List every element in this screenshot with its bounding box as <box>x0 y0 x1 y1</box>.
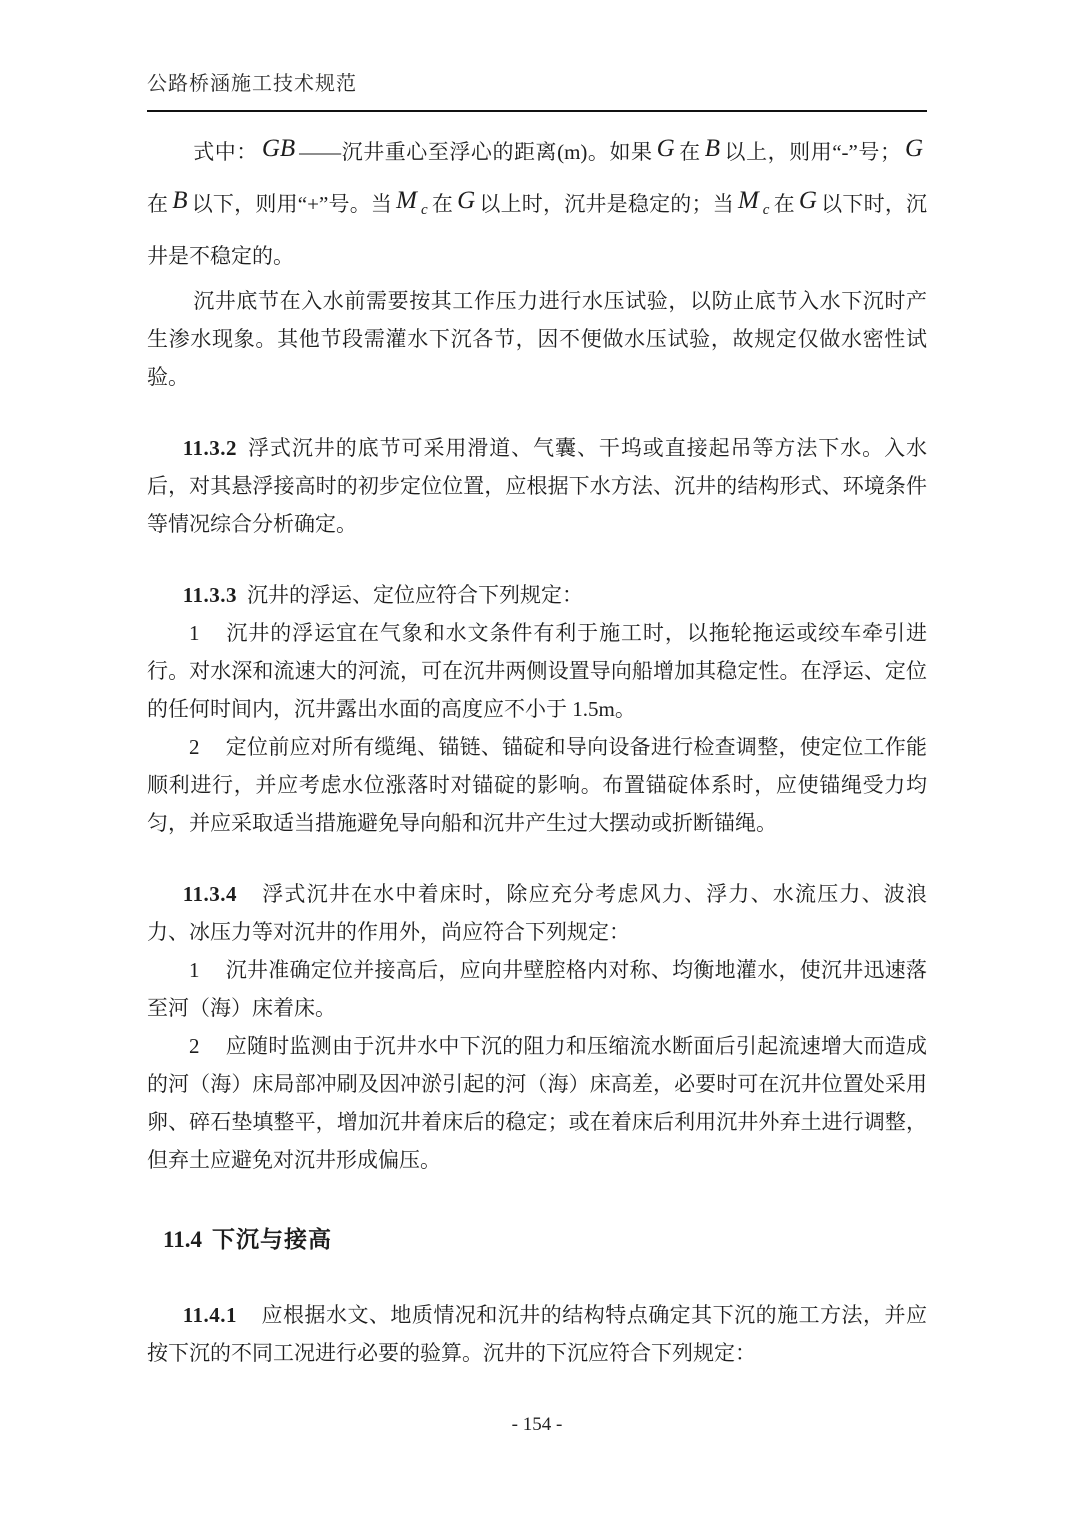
page-header <box>147 72 927 112</box>
item-number: 1 <box>189 621 200 645</box>
clause-11-3-4-item-2 <box>147 1027 927 1179</box>
clause-number: 11.3.2 <box>182 436 238 460</box>
clause-number: 11.4.1 <box>182 1303 238 1327</box>
section-heading-11-4 <box>147 1219 927 1260</box>
clause-text: 应根据水文、地质情况和沉井的结构特点确定其下沉的施工方法，并应按下沉的不同工况进行必要的验算。沉井的下沉应符合下列规定： <box>147 1303 927 1365</box>
section-title: 下沉与接高 <box>211 1226 332 1252</box>
item-number: 2 <box>189 1034 200 1058</box>
clause-11-3-2 <box>147 429 927 543</box>
item-text: 定位前应对所有缆绳、锚链、锚碇和导向设备进行检查调整，使定位工作能顺利进行，并应考虑水位涨落时对锚碇的影响。布置锚碇体系时，应使锚绳受力均匀，并应采取适当措施避免导向船和沉井产生过大摆动或折断锚绳。 <box>147 735 927 835</box>
page-footer <box>0 1414 1074 1436</box>
clause-text: 浮式沉井在水中着床时，除应充分考虑风力、浮力、水流压力、波浪力、冰压力等对沉井的作用外，尚应符合下列规定： <box>147 882 927 944</box>
document-body <box>147 126 927 1372</box>
header-rule-divider <box>147 110 927 112</box>
item-text: 沉井准确定位并接高后，应向井壁腔格内对称、均衡地灌水，使沉井迅速落至河（海）床着床。 <box>147 958 927 1020</box>
formula-explanation-paragraph: 式中： GB ——沉井重心至浮心的距离(m)。如果 G 在 B 以上，则用“-”号； G在 B 以下，则用“+”号。当 M c 在 G 以上时，沉井是稳定的；当 M c 在 G 以下时，沉井是不稳定的。 <box>147 135 928 268</box>
clause-text: 浮式沉井的底节可采用滑道、气囊、干坞或直接起吊等方法下水。入水后，对其悬浮接高时的初步定位位置，应根据下水方法、沉井的结构形式、环境条件等情况综合分析确定。 <box>147 436 927 536</box>
item-text: 应随时监测由于沉井水中下沉的阻力和压缩流水断面后引起流速增大而造成的河（海）床局部冲刷及因冲淤引起的河（海）床高差，必要时可在沉井位置处采用卵、碎石垫填整平，增加沉井着床后的稳定；或在着床后利用沉井外弃土进行调整，但弃土应避免对沉井形成偏压。 <box>147 1034 927 1172</box>
clause-11-3-4-item-1 <box>147 951 927 1027</box>
commentary-paragraph: 沉井底节在入水前需要按其工作压力进行水压试验，以防止底节入水下沉时产生渗水现象。其他节段需灌水下沉各节，因不便做水压试验，故规定仅做水密性试验。 <box>147 289 927 389</box>
page-number: - 154 - <box>511 1414 563 1435</box>
item-text: 沉井的浮运宜在气象和水文条件有利于施工时，以拖轮拖运或绞车牵引进行。对水深和流速大的河流，可在沉井两侧设置导向船增加其稳定性。在浮运、定位的任何时间内，沉井露出水面的高度应不小于 1.5m。 <box>147 621 927 721</box>
clause-11-3-4 <box>147 875 927 951</box>
item-number: 2 <box>189 735 200 759</box>
item-number: 1 <box>189 958 200 982</box>
clause-11-4-1 <box>147 1296 927 1372</box>
clause-text: 沉井的浮运、定位应符合下列规定： <box>247 583 584 607</box>
clause-11-3-3-item-2 <box>147 728 927 842</box>
section-number: 11.4 <box>163 1227 202 1252</box>
clause-11-3-3 <box>147 576 927 614</box>
clause-11-3-3-item-1 <box>147 614 927 728</box>
clause-number: 11.3.3 <box>182 583 238 607</box>
header-title: 公路桥涵施工技术规范 <box>147 73 357 95</box>
clause-number: 11.3.4 <box>182 882 238 906</box>
